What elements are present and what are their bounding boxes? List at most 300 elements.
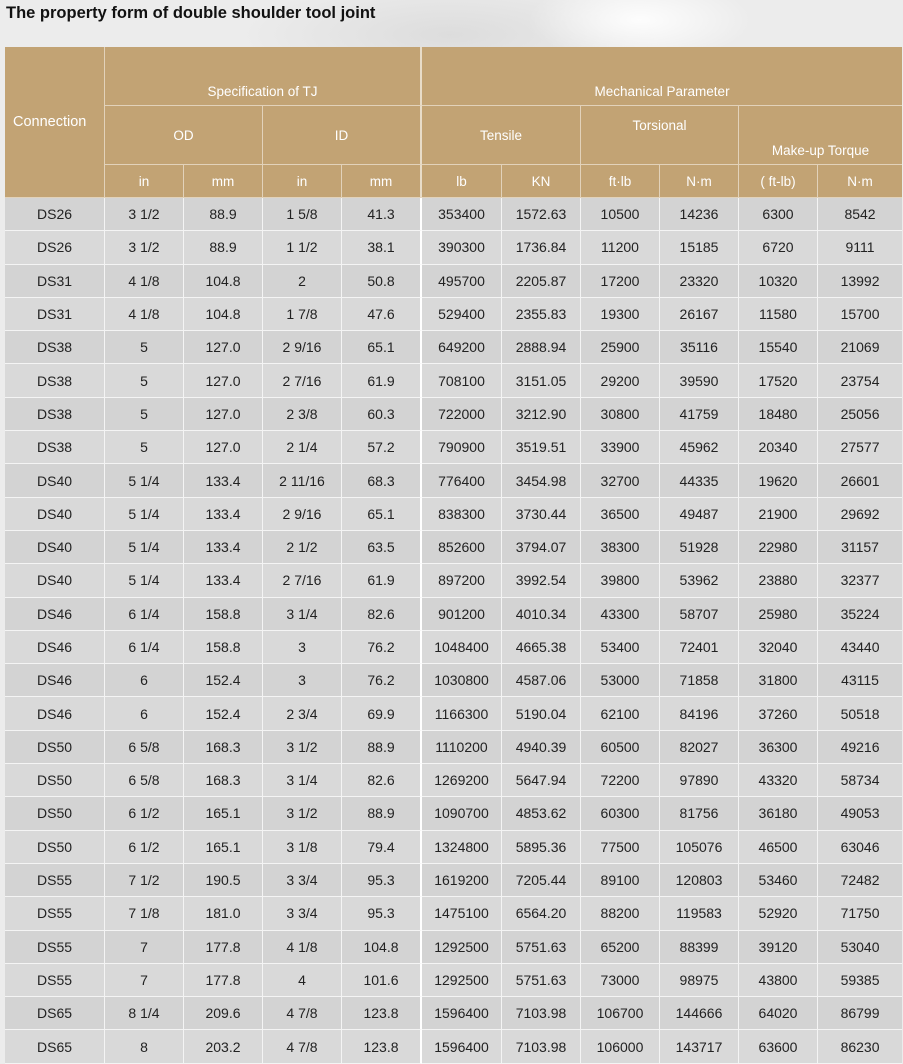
table-row [5, 364, 902, 397]
connection-cell: DS40 [5, 464, 105, 497]
value-cell: 6 1/2 [105, 831, 184, 864]
value-cell: 25980 [739, 598, 818, 631]
value-cell: 15700 [818, 298, 902, 331]
value-cell: 37260 [739, 697, 818, 730]
value-cell: 106700 [581, 997, 660, 1030]
value-cell: 1596400 [422, 1030, 502, 1063]
value-cell: 127.0 [184, 331, 263, 364]
table-header [5, 47, 902, 198]
value-cell: 76.2 [342, 631, 422, 664]
value-cell: 6 1/4 [105, 631, 184, 664]
value-cell: 9111 [818, 231, 902, 264]
mech-group-header: Mechanical Parameter [422, 47, 902, 106]
value-cell: 17520 [739, 364, 818, 397]
value-cell: 4 7/8 [263, 1030, 342, 1063]
value-cell: 14236 [660, 198, 739, 231]
value-cell: 1 1/2 [263, 231, 342, 264]
value-cell: 2 [263, 265, 342, 298]
unit-header: lb [422, 165, 502, 198]
value-cell: 30800 [581, 398, 660, 431]
table-row [5, 531, 902, 564]
value-cell: 6 [105, 697, 184, 730]
value-cell: 2 11/16 [263, 464, 342, 497]
value-cell: 3 1/4 [263, 598, 342, 631]
value-cell: 88.9 [184, 198, 263, 231]
value-cell: 353400 [422, 198, 502, 231]
value-cell: 1736.84 [502, 231, 581, 264]
value-cell: 15185 [660, 231, 739, 264]
value-cell: 72200 [581, 764, 660, 797]
value-cell: 26167 [660, 298, 739, 331]
value-cell: 2888.94 [502, 331, 581, 364]
value-cell: 7 [105, 964, 184, 997]
value-cell: 11200 [581, 231, 660, 264]
value-cell: 2 7/16 [263, 364, 342, 397]
value-cell: 65.1 [342, 331, 422, 364]
connection-cell: DS40 [5, 531, 105, 564]
value-cell: 43440 [818, 631, 902, 664]
value-cell: 32700 [581, 464, 660, 497]
value-cell: 2205.87 [502, 265, 581, 298]
value-cell: 89100 [581, 864, 660, 897]
value-cell: 4940.39 [502, 731, 581, 764]
value-cell: 95.3 [342, 864, 422, 897]
value-cell: 1 5/8 [263, 198, 342, 231]
value-cell: 49053 [818, 797, 902, 830]
value-cell: 1292500 [422, 931, 502, 964]
value-cell: 86799 [818, 997, 902, 1030]
value-cell: 2355.83 [502, 298, 581, 331]
connection-cell: DS38 [5, 331, 105, 364]
value-cell: 58707 [660, 598, 739, 631]
connection-cell: DS38 [5, 431, 105, 464]
value-cell: 47.6 [342, 298, 422, 331]
value-cell: 5647.94 [502, 764, 581, 797]
unit-header: mm [342, 165, 422, 198]
value-cell: 39120 [739, 931, 818, 964]
value-cell: 3 [263, 664, 342, 697]
value-cell: 127.0 [184, 431, 263, 464]
makeup-torque-header: Make-up Torque [739, 106, 902, 165]
value-cell: 49487 [660, 498, 739, 531]
value-cell: 4665.38 [502, 631, 581, 664]
value-cell: 3212.90 [502, 398, 581, 431]
table-row [5, 831, 902, 864]
value-cell: 3 1/8 [263, 831, 342, 864]
table-row [5, 298, 902, 331]
value-cell: 649200 [422, 331, 502, 364]
value-cell: 1166300 [422, 697, 502, 730]
value-cell: 7 [105, 931, 184, 964]
value-cell: 6564.20 [502, 897, 581, 930]
value-cell: 8 1/4 [105, 997, 184, 1030]
value-cell: 44335 [660, 464, 739, 497]
value-cell: 36300 [739, 731, 818, 764]
table-row [5, 964, 902, 997]
value-cell: 31800 [739, 664, 818, 697]
value-cell: 152.4 [184, 697, 263, 730]
value-cell: 133.4 [184, 531, 263, 564]
value-cell: 104.8 [184, 298, 263, 331]
value-cell: 21069 [818, 331, 902, 364]
value-cell: 3 [263, 631, 342, 664]
connection-cell: DS46 [5, 598, 105, 631]
value-cell: 105076 [660, 831, 739, 864]
connection-cell: DS38 [5, 398, 105, 431]
value-cell: 5 1/4 [105, 464, 184, 497]
value-cell: 82027 [660, 731, 739, 764]
value-cell: 36180 [739, 797, 818, 830]
value-cell: 152.4 [184, 664, 263, 697]
value-cell: 10500 [581, 198, 660, 231]
value-cell: 88.9 [184, 231, 263, 264]
table-row [5, 198, 902, 231]
value-cell: 4 1/8 [105, 298, 184, 331]
table-row [5, 997, 902, 1030]
table-row [5, 598, 902, 631]
value-cell: 7103.98 [502, 997, 581, 1030]
value-cell: 25900 [581, 331, 660, 364]
value-cell: 29200 [581, 364, 660, 397]
connection-header: Connection [5, 47, 105, 198]
value-cell: 5190.04 [502, 697, 581, 730]
value-cell: 722000 [422, 398, 502, 431]
value-cell: 5 [105, 331, 184, 364]
tool-joint-table [5, 47, 902, 1064]
value-cell: 88.9 [342, 797, 422, 830]
value-cell: 57.2 [342, 431, 422, 464]
value-cell: 6720 [739, 231, 818, 264]
value-cell: 61.9 [342, 364, 422, 397]
value-cell: 4 [263, 964, 342, 997]
value-cell: 4853.62 [502, 797, 581, 830]
value-cell: 32377 [818, 564, 902, 597]
value-cell: 51928 [660, 531, 739, 564]
value-cell: 3454.98 [502, 464, 581, 497]
connection-cell: DS55 [5, 864, 105, 897]
table-row [5, 797, 902, 830]
table-row [5, 498, 902, 531]
value-cell: 3794.07 [502, 531, 581, 564]
connection-cell: DS50 [5, 731, 105, 764]
value-cell: 1 7/8 [263, 298, 342, 331]
value-cell: 3 1/4 [263, 764, 342, 797]
connection-cell: DS55 [5, 964, 105, 997]
value-cell: 13992 [818, 265, 902, 298]
value-cell: 158.8 [184, 598, 263, 631]
value-cell: 120803 [660, 864, 739, 897]
value-cell: 68.3 [342, 464, 422, 497]
value-cell: 61.9 [342, 564, 422, 597]
table-row [5, 431, 902, 464]
value-cell: 50.8 [342, 265, 422, 298]
value-cell: 838300 [422, 498, 502, 531]
unit-header: N·m [818, 165, 902, 198]
value-cell: 53962 [660, 564, 739, 597]
value-cell: 35116 [660, 331, 739, 364]
value-cell: 127.0 [184, 398, 263, 431]
connection-cell: DS50 [5, 831, 105, 864]
value-cell: 708100 [422, 364, 502, 397]
value-cell: 15540 [739, 331, 818, 364]
value-cell: 62100 [581, 697, 660, 730]
value-cell: 1619200 [422, 864, 502, 897]
torsional-header: Torsional [581, 106, 739, 165]
unit-header: ( ft-lb) [739, 165, 818, 198]
value-cell: 39800 [581, 564, 660, 597]
value-cell: 43800 [739, 964, 818, 997]
value-cell: 2 9/16 [263, 331, 342, 364]
value-cell: 3 3/4 [263, 864, 342, 897]
value-cell: 1030800 [422, 664, 502, 697]
value-cell: 168.3 [184, 764, 263, 797]
table-row [5, 931, 902, 964]
value-cell: 73000 [581, 964, 660, 997]
value-cell: 7 1/8 [105, 897, 184, 930]
value-cell: 10320 [739, 265, 818, 298]
value-cell: 41.3 [342, 198, 422, 231]
connection-cell: DS55 [5, 931, 105, 964]
value-cell: 3 1/2 [105, 231, 184, 264]
table-row [5, 265, 902, 298]
value-cell: 3 1/2 [263, 797, 342, 830]
value-cell: 177.8 [184, 931, 263, 964]
value-cell: 104.8 [184, 265, 263, 298]
connection-cell: DS46 [5, 664, 105, 697]
value-cell: 53040 [818, 931, 902, 964]
value-cell: 45962 [660, 431, 739, 464]
value-cell: 82.6 [342, 764, 422, 797]
connection-cell: DS26 [5, 231, 105, 264]
value-cell: 77500 [581, 831, 660, 864]
table-row [5, 631, 902, 664]
value-cell: 4 7/8 [263, 997, 342, 1030]
table-row [5, 564, 902, 597]
value-cell: 63.5 [342, 531, 422, 564]
table-row [5, 697, 902, 730]
value-cell: 19300 [581, 298, 660, 331]
value-cell: 1292500 [422, 964, 502, 997]
value-cell: 84196 [660, 697, 739, 730]
table-body [5, 198, 902, 1064]
unit-header: ft·lb [581, 165, 660, 198]
connection-cell: DS40 [5, 498, 105, 531]
value-cell: 21900 [739, 498, 818, 531]
value-cell: 4587.06 [502, 664, 581, 697]
value-cell: 1090700 [422, 797, 502, 830]
value-cell: 5 1/4 [105, 531, 184, 564]
value-cell: 65.1 [342, 498, 422, 531]
value-cell: 5 [105, 398, 184, 431]
value-cell: 69.9 [342, 697, 422, 730]
value-cell: 123.8 [342, 1030, 422, 1063]
value-cell: 52920 [739, 897, 818, 930]
connection-cell: DS55 [5, 897, 105, 930]
page-title: The property form of double shoulder tool joint [6, 4, 376, 22]
value-cell: 6 1/2 [105, 797, 184, 830]
value-cell: 495700 [422, 265, 502, 298]
value-cell: 6 1/4 [105, 598, 184, 631]
value-cell: 35224 [818, 598, 902, 631]
value-cell: 144666 [660, 997, 739, 1030]
value-cell: 4 1/8 [263, 931, 342, 964]
value-cell: 852600 [422, 531, 502, 564]
value-cell: 5895.36 [502, 831, 581, 864]
value-cell: 203.2 [184, 1030, 263, 1063]
value-cell: 790900 [422, 431, 502, 464]
value-cell: 29692 [818, 498, 902, 531]
value-cell: 64020 [739, 997, 818, 1030]
value-cell: 71750 [818, 897, 902, 930]
value-cell: 2 7/16 [263, 564, 342, 597]
connection-cell: DS38 [5, 364, 105, 397]
value-cell: 8 [105, 1030, 184, 1063]
value-cell: 133.4 [184, 464, 263, 497]
connection-cell: DS50 [5, 797, 105, 830]
value-cell: 4 1/8 [105, 265, 184, 298]
table-row [5, 664, 902, 697]
value-cell: 897200 [422, 564, 502, 597]
value-cell: 43115 [818, 664, 902, 697]
value-cell: 53000 [581, 664, 660, 697]
value-cell: 127.0 [184, 364, 263, 397]
table-row [5, 731, 902, 764]
value-cell: 5751.63 [502, 931, 581, 964]
value-cell: 59385 [818, 964, 902, 997]
value-cell: 4010.34 [502, 598, 581, 631]
value-cell: 104.8 [342, 931, 422, 964]
value-cell: 529400 [422, 298, 502, 331]
value-cell: 3151.05 [502, 364, 581, 397]
value-cell: 158.8 [184, 631, 263, 664]
od-header: OD [105, 106, 263, 165]
table-row [5, 1030, 902, 1063]
spec-group-header: Specification of TJ [105, 47, 422, 106]
value-cell: 106000 [581, 1030, 660, 1063]
value-cell: 39590 [660, 364, 739, 397]
value-cell: 19620 [739, 464, 818, 497]
value-cell: 76.2 [342, 664, 422, 697]
id-header: ID [263, 106, 422, 165]
value-cell: 3992.54 [502, 564, 581, 597]
value-cell: 143717 [660, 1030, 739, 1063]
value-cell: 2 1/4 [263, 431, 342, 464]
table-row [5, 231, 902, 264]
value-cell: 36500 [581, 498, 660, 531]
connection-cell: DS31 [5, 298, 105, 331]
value-cell: 72401 [660, 631, 739, 664]
value-cell: 901200 [422, 598, 502, 631]
value-cell: 1475100 [422, 897, 502, 930]
value-cell: 79.4 [342, 831, 422, 864]
value-cell: 31157 [818, 531, 902, 564]
value-cell: 133.4 [184, 564, 263, 597]
value-cell: 133.4 [184, 498, 263, 531]
value-cell: 5 [105, 431, 184, 464]
value-cell: 3 3/4 [263, 897, 342, 930]
value-cell: 6 5/8 [105, 731, 184, 764]
value-cell: 88.9 [342, 731, 422, 764]
value-cell: 60300 [581, 797, 660, 830]
value-cell: 50518 [818, 697, 902, 730]
value-cell: 101.6 [342, 964, 422, 997]
unit-header: in [105, 165, 184, 198]
connection-cell: DS46 [5, 631, 105, 664]
value-cell: 8542 [818, 198, 902, 231]
value-cell: 209.6 [184, 997, 263, 1030]
value-cell: 1572.63 [502, 198, 581, 231]
table-row [5, 764, 902, 797]
value-cell: 1048400 [422, 631, 502, 664]
value-cell: 6 [105, 664, 184, 697]
value-cell: 168.3 [184, 731, 263, 764]
value-cell: 3 1/2 [105, 198, 184, 231]
value-cell: 5 1/4 [105, 564, 184, 597]
value-cell: 11580 [739, 298, 818, 331]
value-cell: 71858 [660, 664, 739, 697]
value-cell: 165.1 [184, 797, 263, 830]
value-cell: 88399 [660, 931, 739, 964]
connection-cell: DS26 [5, 198, 105, 231]
value-cell: 1596400 [422, 997, 502, 1030]
value-cell: 63046 [818, 831, 902, 864]
value-cell: 776400 [422, 464, 502, 497]
value-cell: 53400 [581, 631, 660, 664]
value-cell: 119583 [660, 897, 739, 930]
unit-header: KN [502, 165, 581, 198]
value-cell: 23320 [660, 265, 739, 298]
value-cell: 165.1 [184, 831, 263, 864]
unit-row [5, 165, 902, 198]
value-cell: 46500 [739, 831, 818, 864]
table-row [5, 464, 902, 497]
value-cell: 123.8 [342, 997, 422, 1030]
connection-cell: DS31 [5, 265, 105, 298]
connection-cell: DS40 [5, 564, 105, 597]
unit-header: mm [184, 165, 263, 198]
value-cell: 2 3/8 [263, 398, 342, 431]
value-cell: 181.0 [184, 897, 263, 930]
value-cell: 3730.44 [502, 498, 581, 531]
value-cell: 5 1/4 [105, 498, 184, 531]
value-cell: 81756 [660, 797, 739, 830]
value-cell: 17200 [581, 265, 660, 298]
value-cell: 22980 [739, 531, 818, 564]
connection-cell: DS50 [5, 764, 105, 797]
value-cell: 43320 [739, 764, 818, 797]
value-cell: 1324800 [422, 831, 502, 864]
connection-cell: DS46 [5, 697, 105, 730]
value-cell: 33900 [581, 431, 660, 464]
value-cell: 63600 [739, 1030, 818, 1063]
value-cell: 390300 [422, 231, 502, 264]
value-cell: 20340 [739, 431, 818, 464]
value-cell: 6 5/8 [105, 764, 184, 797]
value-cell: 3 1/2 [263, 731, 342, 764]
value-cell: 2 9/16 [263, 498, 342, 531]
value-cell: 2 1/2 [263, 531, 342, 564]
value-cell: 38300 [581, 531, 660, 564]
value-cell: 27577 [818, 431, 902, 464]
value-cell: 86230 [818, 1030, 902, 1063]
table-row [5, 897, 902, 930]
value-cell: 1269200 [422, 764, 502, 797]
value-cell: 2 3/4 [263, 697, 342, 730]
value-cell: 49216 [818, 731, 902, 764]
value-cell: 58734 [818, 764, 902, 797]
value-cell: 23754 [818, 364, 902, 397]
value-cell: 18480 [739, 398, 818, 431]
